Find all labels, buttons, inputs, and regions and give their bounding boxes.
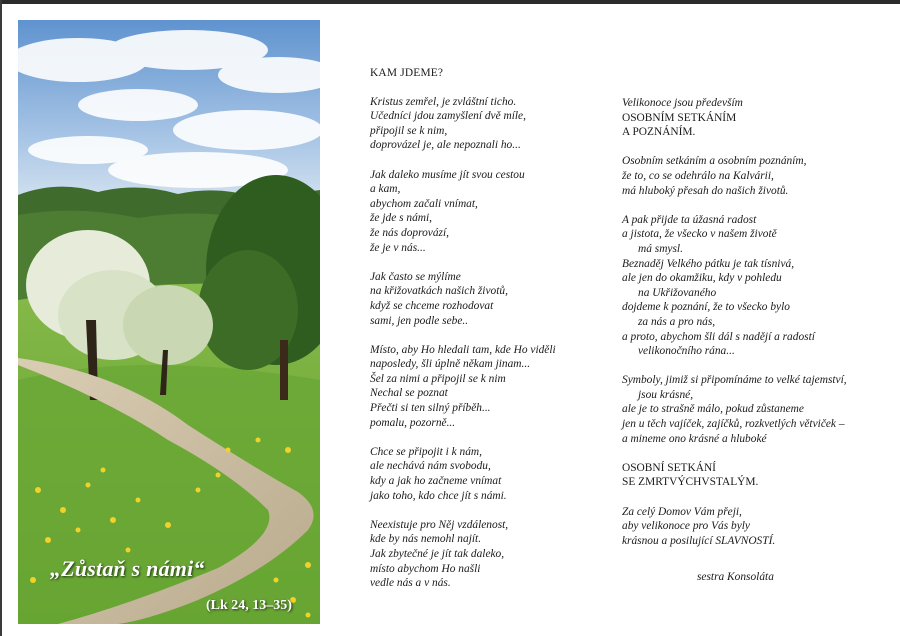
poem-line: velikonočního rána... <box>638 345 735 358</box>
signature: sestra Konsoláta <box>697 571 774 584</box>
right-stanzas <box>622 96 892 548</box>
poem-line: že je v nás... <box>370 241 426 254</box>
poem-line: aby velikonoce pro Vás byly <box>622 520 750 533</box>
poem-line: a kam, <box>370 183 401 196</box>
poem-line: jen u těch vajíček, zajíčků, rozkvetlých větviček – <box>622 418 845 431</box>
poem-line: že nás doprovází, <box>370 226 449 239</box>
poem-line: jako toho, kdo chce jít s námi. <box>370 489 507 502</box>
poem-line: Beznaděj Velkého pátku je tak tísnivá, <box>622 257 795 270</box>
poem-line: abychom začali vnímat, <box>370 197 478 210</box>
poem-line: Chce se připojit i k nám, <box>370 445 482 458</box>
poem-line: dojdeme k poznání, že to všecko bylo <box>622 301 790 314</box>
poem-left-column <box>370 66 606 605</box>
poem-line: Jak často se mýlíme <box>370 270 461 283</box>
poem-line: místo abychom Ho našli <box>370 562 481 575</box>
poem-line: že to, co se odehrálo na Kalvárii, <box>622 169 774 182</box>
poem-line: Kristus zemřel, je zvláštní ticho. <box>370 95 517 108</box>
stanza <box>622 154 892 198</box>
poem-line: vedle nás a v nás. <box>370 577 451 590</box>
poem-line: sami, jen podle sebe.. <box>370 314 469 327</box>
poem-line: a jistota, že všecko v našem životě <box>622 228 777 241</box>
poem-line: Za celý Domov Vám přeji, <box>622 505 742 518</box>
poem-line: na Ukřižovaného <box>638 286 717 299</box>
poem-line: Neexistuje pro Něj vzdálenost, <box>370 518 509 531</box>
poem-line: ale je to strašně málo, pokud zůstaneme <box>622 403 804 416</box>
poem-line: A POZNÁNÍM. <box>622 126 696 139</box>
poem-line: naposledy, šli úplně někam jinam... <box>370 358 531 371</box>
poem-line: Jak zbytečné je jít tak daleko, <box>370 548 505 560</box>
poem-line: jsou krásné, <box>638 388 694 401</box>
poem-line: Osobním setkáním a osobním poznáním, <box>622 155 807 168</box>
poem-line: má hluboký přesah do našich životů. <box>622 184 789 197</box>
poem-line: Velikonoce jsou především <box>622 97 743 109</box>
page-left-edge <box>0 0 2 636</box>
poem-line: za nás a pro nás, <box>638 315 716 328</box>
poem-line: Místo, aby Ho hledali tam, kde Ho viděli <box>370 343 556 356</box>
poem-line: a mineme ono krásné a hluboké <box>622 432 767 445</box>
poem-line: připojil se k nim, <box>370 124 448 137</box>
poem-line: ale jen do okamžiku, kdy v pohledu <box>622 272 782 285</box>
poem-line: na křižovatkách našich životů, <box>370 285 508 298</box>
poem-line: když se chceme rozhodovat <box>370 299 494 312</box>
stanza <box>370 270 606 328</box>
stanza <box>622 96 892 140</box>
poem-line: Přečti si ten silný příběh... <box>370 402 491 415</box>
poem-line: OSOBNÍ SETKÁNÍ <box>622 461 716 474</box>
stanza <box>370 343 606 431</box>
left-stanzas <box>370 95 606 591</box>
poem-line: kdy a jak ho začneme vnímat <box>370 475 502 488</box>
poem-line: krásnou a posilující SLAVNOSTÍ. <box>622 534 776 547</box>
poem-line: Šel za nimi a připojil se k nim <box>370 372 506 385</box>
stanza <box>370 518 606 591</box>
landscape-photo <box>18 20 320 624</box>
poem-line: A pak přijde ta úžasná radost <box>622 213 757 226</box>
poem-line: doprovázel je, ale nepoznali ho... <box>370 139 521 152</box>
photo-title: „Zůstaň s námi“ <box>50 556 205 581</box>
poem-heading: KAM JDEME? <box>370 67 444 79</box>
stanza <box>622 505 892 549</box>
stanza <box>370 95 606 153</box>
poem-line: ale nechává nám svobodu, <box>370 460 491 473</box>
stanza <box>622 461 892 490</box>
stanza <box>622 213 892 359</box>
poem-line: Nechal se poznat <box>370 387 448 400</box>
poem-line: SE ZMRTVÝCHVSTALÝM. <box>622 476 759 489</box>
poem-line: že jde s námi, <box>370 212 433 225</box>
poem-line: Učedníci jdou zamyšlení dvě míle, <box>370 110 526 123</box>
stanza <box>370 445 606 503</box>
poem-line: kde by nás nemohl najít. <box>370 533 482 546</box>
poem-line: Jak daleko musíme jít svou cestou <box>370 168 525 181</box>
poem-line: OSOBNÍM SETKÁNÍM <box>622 111 737 124</box>
landscape-illustration <box>18 20 320 624</box>
poem-line: a proto, abychom šli dál s nadějí a radostí <box>622 330 815 343</box>
stanza <box>622 373 892 446</box>
poem-line: Symboly, jimiž si připomínáme to velké tajemství, <box>622 374 847 387</box>
poem-right-column <box>622 96 892 585</box>
bible-reference: (Lk 24, 13–35) <box>206 598 292 613</box>
stanza <box>370 168 606 256</box>
poem-line: pomalu, pozorně... <box>370 416 456 429</box>
poem-line: má smysl. <box>638 242 683 255</box>
